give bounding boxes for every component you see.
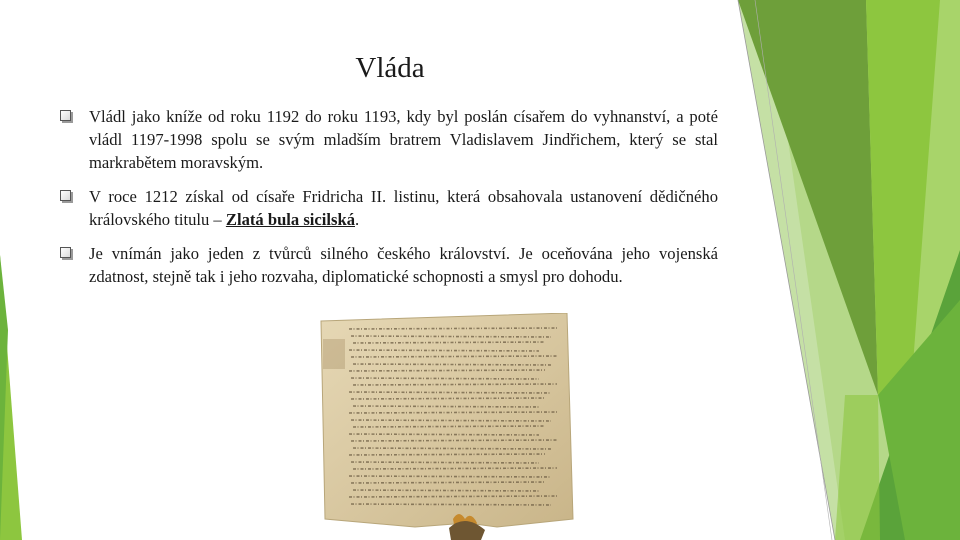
slide-title: Vláda xyxy=(355,52,425,84)
bullet-list xyxy=(60,105,718,299)
checkbox-square-bullet-icon xyxy=(60,190,71,201)
bullet-text: V roce 1212 získal od císaře Fridricha II. listinu, která obsahovala ustanovení dědičného královského titulu – xyxy=(89,187,718,229)
bullet-item xyxy=(60,242,718,288)
script-line xyxy=(351,504,551,505)
bullet-text-end: . xyxy=(355,210,360,229)
bullet-item xyxy=(60,185,718,231)
script-line xyxy=(351,420,551,421)
checkbox-square-bullet-icon xyxy=(60,247,71,258)
golden-bull-link[interactable]: Zlatá bula sicilská xyxy=(225,210,355,229)
checkbox-square-bullet-icon xyxy=(60,110,71,121)
bullet-text: Je vnímán jako jeden z tvůrců silného českého království. Je oceňována jeho vojenská zdatnost, stejně tak i jeho rozvaha, diplomatické schopnosti a smysl pro dohodu. xyxy=(89,244,718,286)
bullet-item xyxy=(60,105,718,174)
bullet-text: Vládl jako kníže od roku 1192 do roku 1193, kdy byl poslán císařem do vyhnanství, a poté vládl 1197-1998 spolu se svým mladším bratrem Vladislavem Jindřichem, který se stal markrabětem moravským. xyxy=(89,107,718,172)
golden-bull-charter-image xyxy=(317,313,579,540)
script-line xyxy=(351,336,551,337)
